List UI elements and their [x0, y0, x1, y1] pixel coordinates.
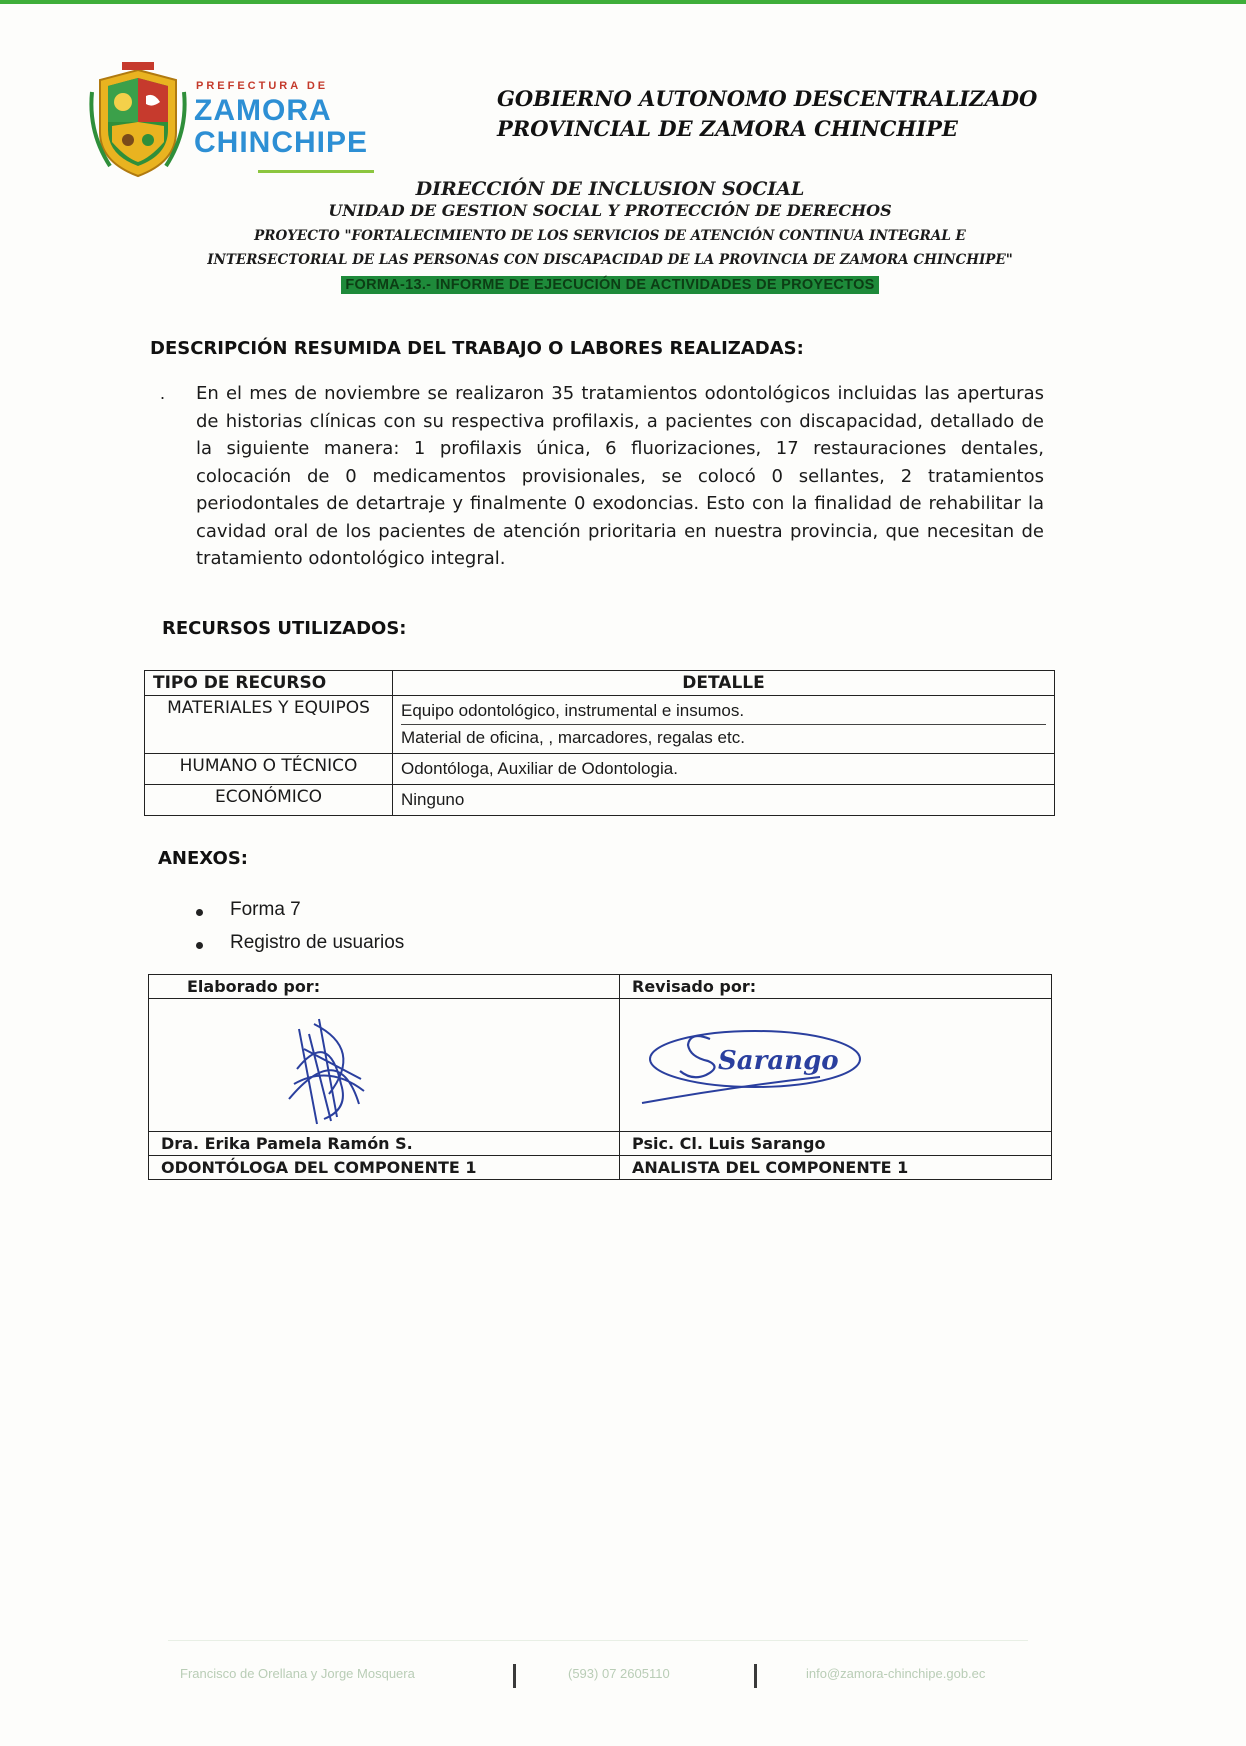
- recursos-heading: RECURSOS UTILIZADOS:: [162, 618, 407, 639]
- bullet-icon: [196, 942, 203, 949]
- elaborado-label: Elaborado por:: [149, 975, 620, 999]
- tipo-cell: HUMANO O TÉCNICO: [145, 754, 393, 785]
- logo-prefix: PREFECTURA DE: [196, 80, 329, 92]
- detalle-cell: Odontóloga, Auxiliar de Odontologia.: [393, 754, 1055, 785]
- table-header-row: [145, 671, 1055, 696]
- anexo-item: Registro de usuarios: [230, 932, 405, 953]
- forma-title: FORMA-13.- INFORME DE EJECUCIÓN DE ACTIVIDADES DE PROYECTOS: [341, 276, 878, 294]
- anexo-item: Forma 7: [230, 899, 301, 920]
- handwritten-signature-right: [630, 1011, 870, 1121]
- recursos-table: [144, 670, 1055, 816]
- detalle-line: Material de oficina, , marcadores, regalas etc.: [401, 724, 1046, 751]
- table-row: [145, 754, 1055, 785]
- coat-of-arms-icon: [88, 62, 188, 182]
- elaborado-cargo: ODONTÓLOGA DEL COMPONENTE 1: [149, 1156, 620, 1180]
- anexos-heading: ANEXOS:: [158, 848, 248, 869]
- table-row: [145, 696, 1055, 754]
- descripcion-heading: DESCRIPCIÓN RESUMIDA DEL TRABAJO O LABORES REALIZADAS:: [150, 338, 804, 359]
- proyecto-line-2: INTERSECTORIAL DE LAS PERSONAS CON DISCAPACIDAD DE LA PROVINCIA DE ZAMORA CHINCHIPE": [207, 252, 1013, 268]
- footer-email: info@zamora-chinchipe.gob.ec: [806, 1666, 986, 1681]
- descripcion-bullet: .: [160, 383, 166, 403]
- footer-separator: [513, 1664, 516, 1688]
- signatures-table: [148, 974, 1052, 1180]
- elaborado-nombre: Dra. Erika Pamela Ramón S.: [149, 1132, 620, 1156]
- forma-banner: [140, 276, 1080, 294]
- footer-address: Francisco de Orellana y Jorge Mosquera: [180, 1666, 415, 1681]
- gob-title-line-1: GOBIERNO AUTONOMO DESCENTRALIZADO: [497, 86, 1038, 111]
- detalle-line: Equipo odontológico, instrumental e insumos.: [401, 701, 745, 720]
- col-header-detalle: DETALLE: [393, 671, 1055, 696]
- proyecto-line-1: PROYECTO "FORTALECIMIENTO DE LOS SERVICIOS DE ATENCIÓN CONTINUA INTEGRAL E: [254, 228, 966, 244]
- signature-script: Sarango: [718, 1046, 839, 1076]
- tipo-cell: ECONÓMICO: [145, 785, 393, 816]
- handwritten-signature-left: [269, 1009, 389, 1129]
- logo-line-1: ZAMORA: [194, 94, 332, 127]
- bullet-icon: [196, 909, 203, 916]
- footer-phone: (593) 07 2605110: [568, 1666, 670, 1681]
- logo-line-2: CHINCHIPE: [194, 126, 369, 159]
- descripcion-text: En el mes de noviembre se realizaron 35 tratamientos odontológicos incluidas las aperturas de historias clínicas con su respectiva profilaxis, a pacientes con discapacidad, detallado de la siguiente manera: 1 profilaxis única, 6 fluorizaciones, 17 restauraciones dentales, colocación de 0 medicamentos provisionales, se colocó 0 sellantes, 2 tratamientos periodontales de detartraje y finalmente 0 exodoncias. Esto con la finalidad de rehabilitar la cavidad oral de los pacientes de atención prioritaria en nuestra provincia, que necesitan de tratamiento odontológico integral.: [196, 383, 1044, 569]
- direccion-title: DIRECCIÓN DE INCLUSION SOCIAL: [415, 178, 805, 200]
- col-header-tipo: TIPO DE RECURSO: [145, 671, 393, 696]
- detalle-cell: Ninguno: [393, 785, 1055, 816]
- footer-rule: [168, 1640, 1028, 1641]
- revisado-signature-cell: [620, 999, 1052, 1132]
- unidad-title: UNIDAD DE GESTION SOCIAL Y PROTECCIÓN DE DERECHOS: [328, 201, 892, 220]
- detalle-cell: [393, 696, 1055, 754]
- logo-underline: [258, 170, 374, 173]
- table-row: [145, 785, 1055, 816]
- revisado-label: Revisado por:: [620, 975, 1052, 999]
- revisado-cargo: ANALISTA DEL COMPONENTE 1: [620, 1156, 1052, 1180]
- footer-separator: [754, 1664, 757, 1688]
- elaborado-signature-cell: [149, 999, 620, 1132]
- gob-title-line-2: PROVINCIAL DE ZAMORA CHINCHIPE: [497, 116, 958, 141]
- revisado-nombre: Psic. Cl. Luis Sarango: [620, 1132, 1052, 1156]
- tipo-cell: MATERIALES Y EQUIPOS: [145, 696, 393, 754]
- top-border-line: [0, 0, 1246, 4]
